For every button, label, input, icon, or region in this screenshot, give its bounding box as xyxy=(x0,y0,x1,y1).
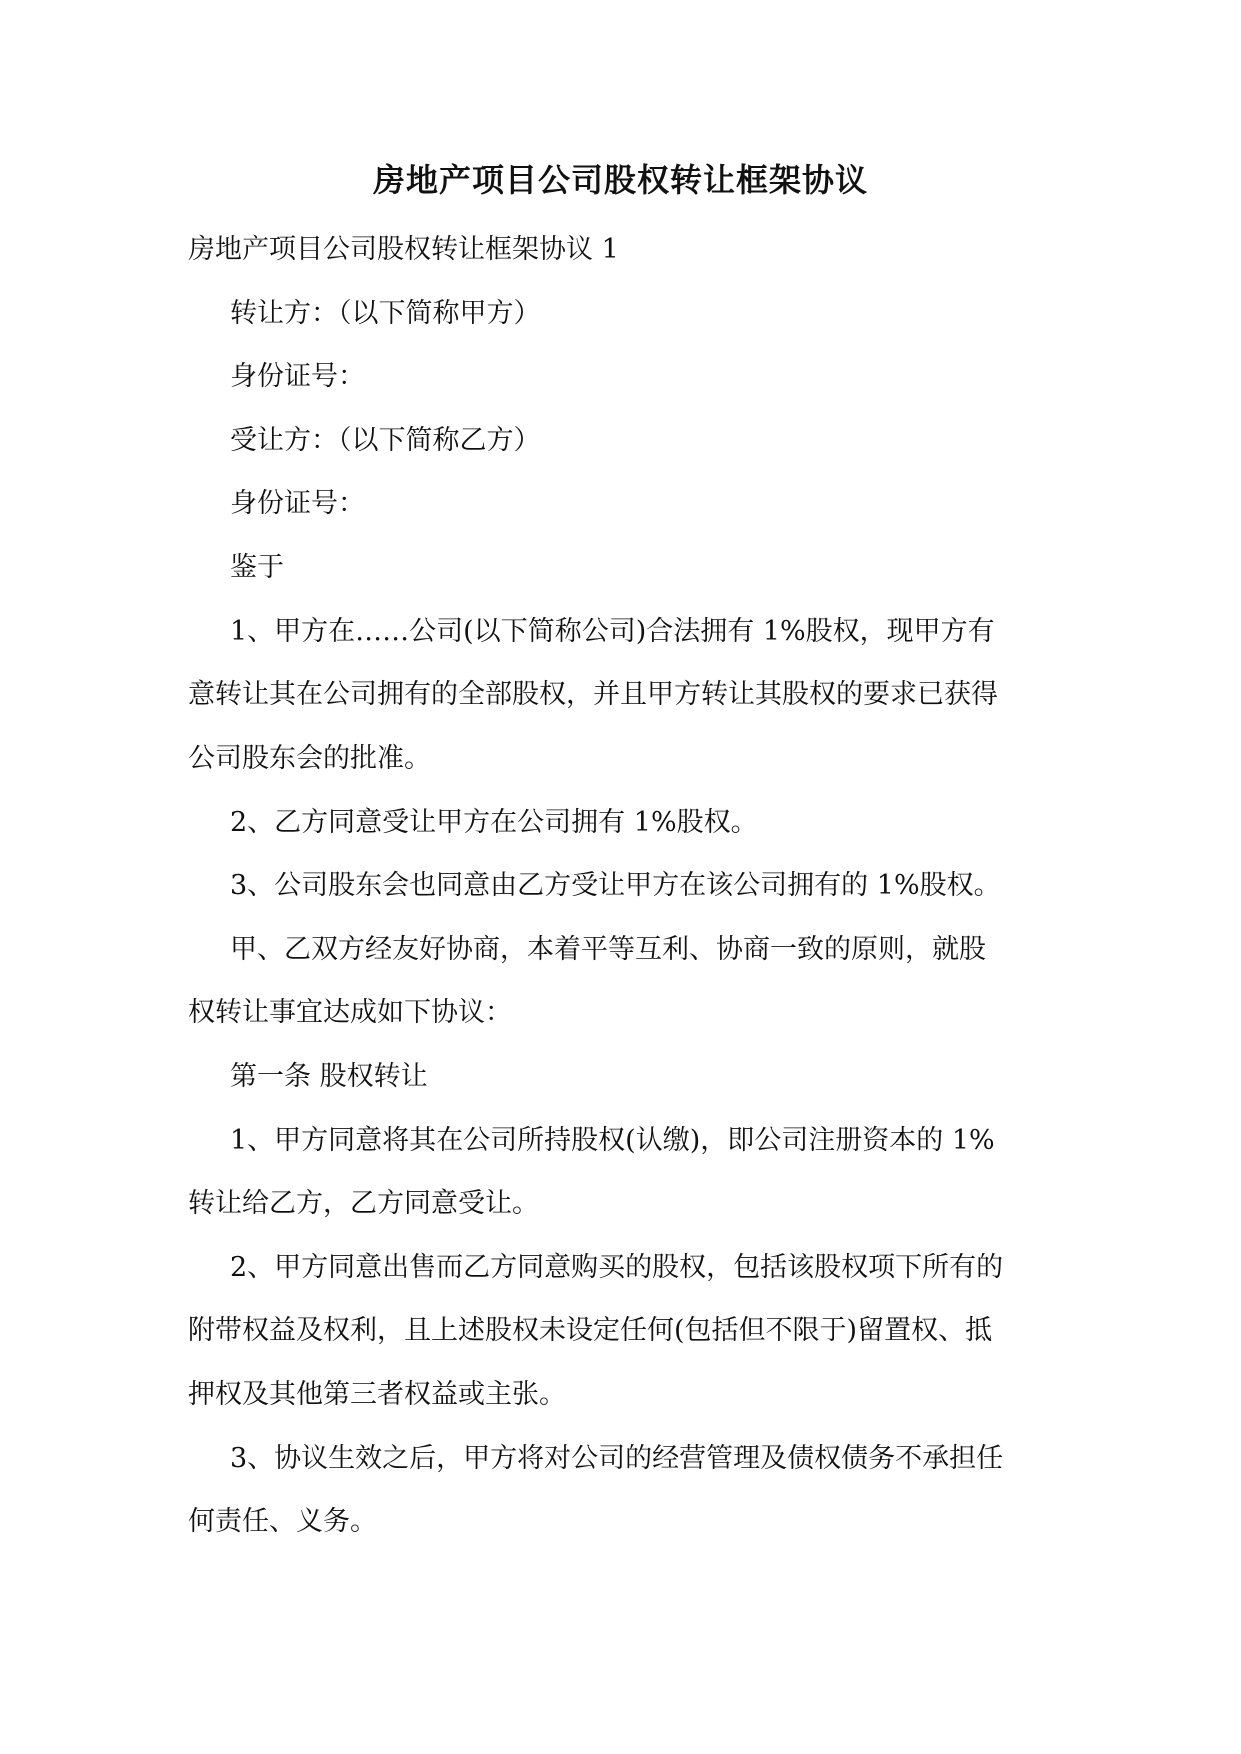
paragraph-line: 3、公司股东会也同意由乙方受让甲方在该公司拥有的 1%股权。 xyxy=(230,870,1001,901)
paragraph-line: 权转让事宜达成如下协议： xyxy=(188,997,512,1028)
transferee-id-line: 身份证号： xyxy=(230,488,365,519)
paragraph-line: 转让给乙方，乙方同意受让。 xyxy=(188,1188,539,1219)
paragraph-line: 意转让其在公司拥有的全部股权，并且甲方转让其股权的要求已获得 xyxy=(188,679,998,710)
article-heading: 第一条 股权转让 xyxy=(230,1061,428,1092)
subtitle-line: 房地产项目公司股权转让框架协议 1 xyxy=(188,234,619,265)
paragraph-line: 1、甲方在……公司(以下简称公司)合法拥有 1%股权，现甲方有 xyxy=(230,616,995,647)
paragraph-line: 公司股东会的批准。 xyxy=(188,743,431,774)
paragraph-line: 3、协议生效之后，甲方将对公司的经营管理及债权债务不承担任 xyxy=(230,1443,1004,1474)
paragraph-line: 2、乙方同意受让甲方在公司拥有 1%股权。 xyxy=(230,807,758,838)
paragraph-line: 何责任、义务。 xyxy=(188,1506,377,1537)
paragraph-line: 押权及其他第三者权益或主张。 xyxy=(188,1379,566,1410)
paragraph-line: 2、甲方同意出售而乙方同意购买的股权，包括该股权项下所有的 xyxy=(230,1252,1004,1283)
transferor-line: 转让方：（以下简称甲方） xyxy=(230,298,541,329)
whereas-line: 鉴于 xyxy=(230,552,284,583)
transferor-id-line: 身份证号： xyxy=(230,361,365,392)
paragraph-line: 附带权益及权利，且上述股权未设定任何(包括但不限于)留置权、抵 xyxy=(188,1315,993,1346)
paragraph-line: 甲、乙双方经友好协商，本着平等互利、协商一致的原则，就股 xyxy=(230,934,986,965)
document-title: 房地产项目公司股权转让框架协议 xyxy=(372,161,868,199)
transferee-line: 受让方：（以下简称乙方） xyxy=(230,425,541,456)
paragraph-line: 1、甲方同意将其在公司所持股权(认缴)，即公司注册资本的 1% xyxy=(230,1125,995,1156)
